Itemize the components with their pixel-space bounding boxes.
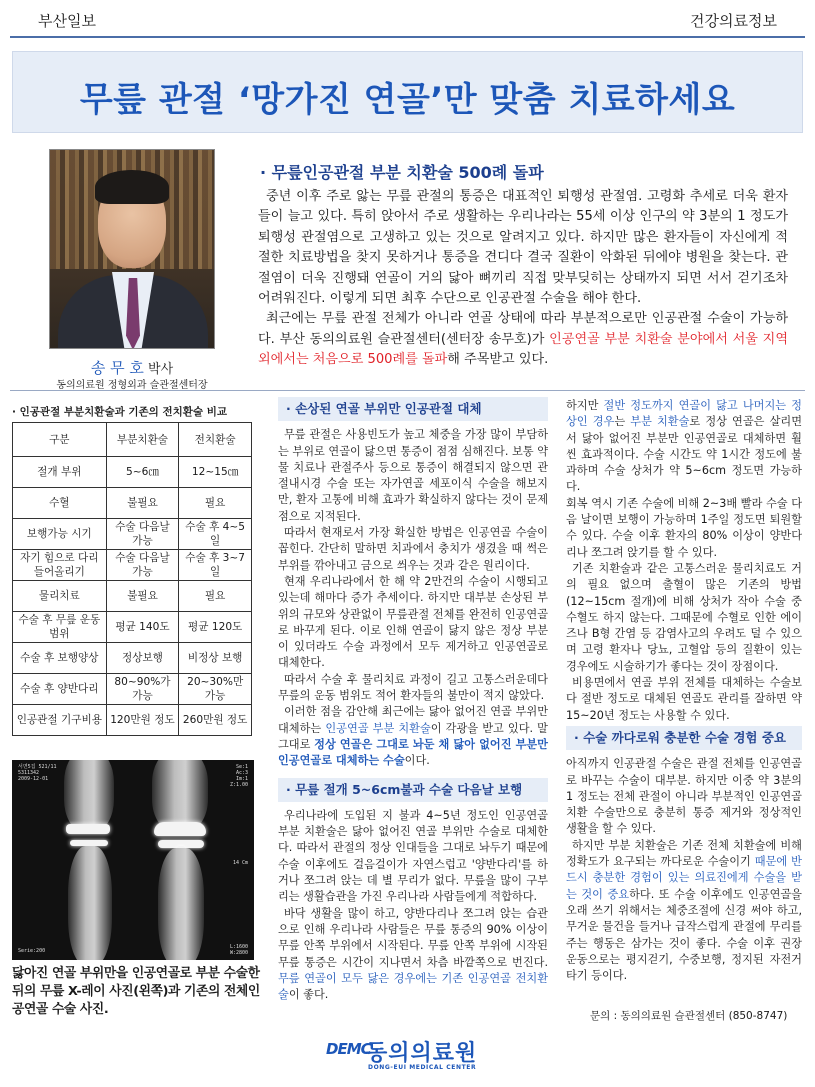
col2-subhead-2: · 무릎 절개 5~6cm불과 수술 다음날 보행	[278, 778, 548, 802]
col3-p1-text: 하지만	[566, 399, 604, 412]
table-cell: 평균 140도	[106, 612, 179, 643]
hair-shape	[95, 170, 169, 204]
table-cell: 보행가능 시기	[13, 519, 107, 550]
col3-p1-end: 로 정상 연골은 살리면서 닳아 없어진 부분만 인공연골로 대체하면 훨씬 효과적이다. 수술 시간도 약 1시간 정도에 불과하며 수술 상처가 약 5~6cm 정도면 가능하다.	[566, 415, 803, 494]
table-header-cell: 구분	[13, 423, 107, 457]
knee-xray-image	[12, 760, 254, 960]
table-cell: 불필요	[106, 488, 179, 519]
intro-paragraph-1: 중년 이후 주로 앓는 무릎 관절의 통증은 대표적인 퇴행성 관절염. 고령화 추세로 더욱 환자들이 늘고 있다. 특히 앉아서 주로 생활하는 우리나라는 55세 이상 인구의 약 3분의 1 정도가 퇴행성 관절염으로 고생하고 있는 것으로 알려지고 있다. 하지만 많은 환자들이 자신에게 적절한 치료방법을 찾지 못하거나 통증을 견디다 결국 질환이 악화된 뒤에야 병원을 찾는다. 관절염이 더욱 진행돼 연골이 거의 닳아 뼈끼리 직접 맞부딪히는 상태까지 되면 서서 걷기조차 어려워진다. 이렇게 되면 최후 수단으로 인공관절 수술을 해야 한다.	[258, 189, 788, 307]
hospital-logo	[326, 1036, 516, 1076]
table-row	[13, 612, 252, 643]
xray-label-bottom-right: L:1600 W:2800	[229, 944, 248, 956]
col2-paragraph: 우리나라에 도입된 지 불과 4~5년 정도인 인공연골 부분 치환술은 닳아 없어진 연골 부위만 수술로 대체한다. 따라서 관절의 정상 인대들을 그대로 놔두기 때문에 수술 이후에도 걸음걸이가 자연스럽고 '양반다리'를 하거나 쪼그려 앉는 데 별 무리가 없다. 무릎을 많이 구부리는 생활습관을 가진 우리나라 사람들에게 적합하다.	[278, 808, 548, 904]
doctor-name-line	[49, 357, 215, 378]
table-cell: 불필요	[106, 581, 179, 612]
intro-paragraph-2	[258, 309, 788, 370]
intro-p2-end: 해 주목받고 있다.	[447, 352, 549, 368]
logo-korean-name: 동의의료원	[366, 1041, 478, 1066]
comparison-table	[12, 422, 252, 736]
table-cell: 5~6㎝	[106, 457, 179, 488]
top-bar	[0, 0, 815, 40]
right-tibia	[158, 848, 204, 960]
table-cell: 필요	[179, 581, 252, 612]
table-cell: 정상보행	[106, 643, 179, 674]
table-cell: 필요	[179, 488, 252, 519]
col2-p7-highlight: 무릎 연골이 모두 닳은 경우에는 기존 인공연골 전치환술	[278, 971, 548, 1002]
headline-band	[12, 51, 803, 133]
table-cell: 절개 부위	[13, 457, 107, 488]
col2-p5-highlight: 인공연골 부분 치환술	[325, 721, 431, 735]
col3-p1-highlight: 부분 치환술	[630, 415, 690, 429]
col2-paragraph	[278, 704, 548, 769]
col2-subhead-1: · 손상된 연골 부위만 인공관절 대체	[278, 397, 548, 421]
col3-paragraph	[566, 398, 802, 496]
intro-p2-text: 최근에는 무릎 관절 전체가 아니라 연골 상태에 따라 부분적으로만 인공관절 수술이 가능하다. 부산 동의의료원 슬관절센터(센터장 송무호)가	[258, 311, 788, 347]
col3-p6-text: 하지만 부분 치환술은 기존 전체 치환술에 비해 정확도가 요구되는 까다로운 수술이기	[566, 838, 802, 869]
table-cell: 수술 후 3~7일	[179, 550, 252, 581]
table-cell: 수술 후 4~5일	[179, 519, 252, 550]
col3-p1-text: 는	[614, 415, 631, 429]
col3-subhead: · 수술 까다로워 충분한 수술 경험 중요	[566, 726, 802, 750]
right-femoral-implant	[154, 822, 206, 836]
col3-paragraph: 기존 치환술과 같은 고통스러운 물리치료도 거의 필요 없으며 출혈이 많은 기존의 방법(12~15cm 절개)에 비해 상처가 작아 수술 중 수혈도 하지 않는다. 그때문에 수혈로 인한 에이즈나 B형 간염 등 감염사고의 우려도 덜 수 있으며 고령 환자나 당뇨, 고혈압 등의 질환이 있는 경우에도 시술하기가 좋다는 것이 장점이다.	[566, 561, 802, 673]
table-cell: 80~90%가 가능	[106, 674, 179, 705]
left-femur	[64, 760, 114, 832]
table-cell: 수술 다음날 가능	[106, 550, 179, 581]
table-row	[13, 488, 252, 519]
section-rule	[10, 390, 805, 391]
col2-p7-end: 이 좋다.	[288, 988, 329, 1002]
logo-mark: DEMC	[326, 1040, 371, 1058]
col2-p5-end: 이다.	[404, 754, 430, 768]
table-row	[13, 457, 252, 488]
table-header-row	[13, 423, 252, 457]
logo-english-name: DONG-EUI MEDICAL CENTER	[368, 1064, 477, 1071]
col2-p7-text: 바닥 생활을 많이 하고, 양반다리나 쪼그려 앉는 습관으로 인해 우리나라 사람들은 무릎 통증의 90% 이상이 무릎 안쪽 부위에서 시작된다. 무릎 안쪽 부위에 시작된 무릎 통증은 시간이 지나면서 차츰 바깥쪽으로 번진다.	[278, 906, 548, 969]
col3-paragraph: 비용면에서 연골 부위 전체를 대체하는 수술보다 절반 정도로 대체된 연골도 관리를 잘하면 약 15~20년 정도는 사용할 수 있다.	[566, 676, 802, 722]
table-cell: 120만원 정도	[106, 705, 179, 736]
doctor-name: 송 무 호	[90, 359, 144, 377]
intro-subhead: · 무릎인공관절 부분 치환술 500례 돌파	[260, 163, 544, 182]
col2-p5-strong: 정상 연골은 그대로 놔둔 채 닳아 없어진 부분만 인공연골로 대체하는 수술	[278, 737, 548, 768]
table-cell: 자기 힘으로 다리 들어올리기	[13, 550, 107, 581]
xray-label-top-left: 서면5집 521/11 5311342 2009-12-01	[18, 764, 57, 782]
table-cell: 20~30%만 가능	[179, 674, 252, 705]
col2-p5-text: 이 각광을 받고 있다. 말 그대로	[278, 721, 548, 751]
col3-paragraph: 회복 역시 기존 수술에 비해 2~3배 빨라 수술 다음 날이면 보행이 가능하며 1주일 정도면 퇴원할 수 있다. 수술 이후 환자의 80% 이상이 양반다리나 쪼그려 앉기를 할 수 있다.	[566, 496, 802, 559]
table-row	[13, 581, 252, 612]
column-3	[566, 398, 802, 984]
column-2	[278, 397, 548, 1003]
col3-paragraph	[566, 838, 802, 985]
table-cell: 평균 120도	[179, 612, 252, 643]
table-cell: 수술 후 보행양상	[13, 643, 107, 674]
headline: 무릎 관절 ‘망가진 연골’만 맞춤 치료하세요	[79, 80, 736, 120]
table-cell: 비정상 보행	[179, 643, 252, 674]
table-header-cell: 부분치환술	[106, 423, 179, 457]
table-cell: 수술 다음날 가능	[106, 519, 179, 550]
doctor-affiliation: 동의의료원 정형외과 슬관절센터장	[56, 380, 208, 391]
col3-p6-end: 하다. 또 수술 이후에도 인공연골을 오래 쓰기 위해서는 체중조절에 신경 써야 하고, 무거운 물건을 들거나 급작스럽게 관절에 무리를 주는 행동은 삼가는 것이 좋다. 수술 이후 권장 운동으로는 평지걷기, 수중보행, 정지된 자전거 타기 등이다.	[566, 887, 802, 983]
col2-paragraph: 무릎 관절은 사용빈도가 높고 체중을 가장 많이 부담하는 부위로 연골이 닳으면 통증이 점점 심해진다. 보통 약물 치료나 관절주사 등으로 통증이 해결되지 않으면 관절내시경 수술 또는 자가연골 세포이식 수술을 해보지만, 환자 고통에 비해 효과가 확실하지 않다는 것이 문제점으로 지적된다.	[278, 428, 548, 523]
xray-label-bottom-left: Serie:200	[18, 948, 46, 954]
table-row	[13, 674, 252, 705]
xray-label-top-right: Se:1 Ac:3 Im:1 Z:1.00	[229, 764, 248, 788]
section-name: 건강의료정보	[690, 12, 777, 30]
col3-p6-highlight: 때문에 반드시 충분한 경험이 있는 의료진에게 수술을 받는 것이 중요	[566, 855, 802, 901]
xray-caption: 닳아진 연골 부위만을 인공연골로 부분 수술한 뒤의 무릎 X-레이 사진(왼쪽)과 기존의 전체인공연골 수술 사진.	[12, 966, 260, 1017]
table-row	[13, 705, 252, 736]
table-cell: 12~15㎝	[179, 457, 252, 488]
intro-body	[258, 187, 788, 371]
intro-p2-highlight: 인공연골 부분 치환술 분야에서 서울 지역 외에서는 처음으로 500례를 돌파	[258, 331, 788, 368]
table-row	[13, 643, 252, 674]
table-title: · 인공관절 부분치환술과 기존의 전치환술 비교	[12, 406, 227, 418]
left-femoral-implant	[66, 824, 110, 834]
col3-p1-highlight: 절반 정도까지 연골이 닳고 나머지는 정상인 경우	[566, 399, 802, 429]
col2-paragraph: 현재 우리나라에서 한 해 약 2만건의 수술이 시행되고 있는데 해마다 증가 추세이다. 하지만 대부분 손상된 부위의 규모와 상관없이 무릎관절 전체를 완전히 인공연골로 바꾸게 된다. 이로 인해 연골이 닳지 않은 정상 부분이 있더라도 수술 과정에서 모두 제거하고 인공연골로 대체한다.	[278, 574, 548, 670]
table-cell: 인공관절 기구비용	[13, 705, 107, 736]
table-cell: 수술 후 무릎 운동범위	[13, 612, 107, 643]
col2-paragraph: 따라서 수술 후 물리치료 과정이 길고 고통스러운데다 무릎의 운동 범위도 적어 환자들의 불만이 적지 않았다.	[278, 672, 548, 703]
contact-info: 문의 : 동의의료원 슬관절센터 (850-8747)	[590, 1010, 788, 1022]
table-cell: 수술 후 양반다리	[13, 674, 107, 705]
doctor-photo	[49, 149, 215, 349]
table-cell: 260만원 정도	[179, 705, 252, 736]
table-cell: 수혈	[13, 488, 107, 519]
col3-paragraph: 아직까지 인공관절 수술은 관절 전체를 인공연골로 바꾸는 수술이 대부분. 하지만 이중 약 3분의 1 정도는 전체 관절이 아니라 부분적인 인공연골 치환 수술만으로 충분히 통증 제거와 정상적인 생활을 할 수 있다.	[566, 757, 802, 836]
table-cell: 물리치료	[13, 581, 107, 612]
left-tibia	[68, 846, 112, 960]
top-rule	[10, 36, 805, 38]
publication-name: 부산일보	[38, 12, 96, 30]
table-row	[13, 550, 252, 581]
table-row	[13, 519, 252, 550]
xray-label-scale: 14 Cm	[232, 860, 248, 866]
col2-paragraph: 따라서 현재로서 가장 확실한 방법은 인공연골 수술이 꼽힌다. 간단히 말하면 치과에서 충치가 생겼을 때 썩은 부위를 깎아내고 금으로 씌우는 것과 같은 원리이다.	[278, 526, 548, 572]
table-header-cell: 전치환술	[179, 423, 252, 457]
col2-p5-text: 이러한 점을 감안해 최근에는 닳아 없어진 연골 부위만 대체하는	[278, 705, 548, 735]
doctor-title: 박사	[148, 362, 174, 377]
col2-paragraph	[278, 906, 548, 1004]
